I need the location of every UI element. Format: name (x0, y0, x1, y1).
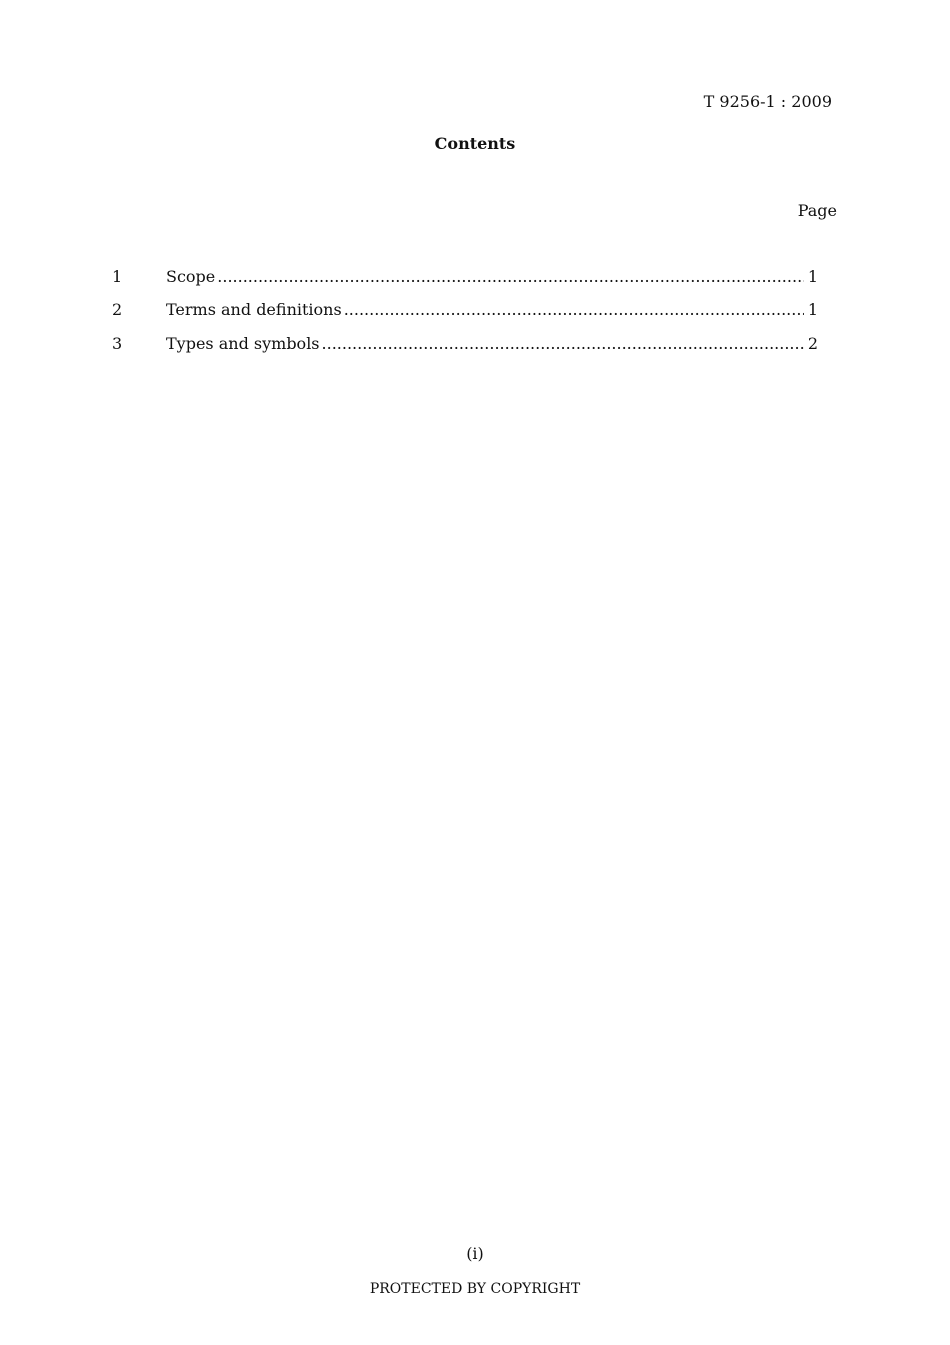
toc-entry[interactable] (112, 267, 818, 286)
toc-entry[interactable] (112, 334, 818, 353)
toc-entry[interactable] (112, 300, 818, 319)
toc-number: 2 (112, 300, 123, 319)
toc-leader (322, 334, 804, 353)
page-folio: (i) (466, 1244, 484, 1263)
toc-page: 1 (807, 300, 818, 319)
toc-label: Terms and definitions (166, 300, 342, 319)
copyright-notice: PROTECTED BY COPYRIGHT (369, 1281, 581, 1297)
toc-page: 2 (807, 334, 818, 353)
toc-page: 1 (807, 267, 818, 286)
toc-label: Scope (166, 267, 216, 286)
toc-number: 1 (112, 267, 123, 286)
toc-leader (217, 267, 804, 286)
page-column-label: Page (797, 201, 837, 220)
document-number: T 9256-1 : 2009 (703, 92, 832, 111)
toc-leader (344, 300, 804, 319)
toc-number: 3 (112, 334, 123, 353)
toc-label: Types and symbols (166, 334, 320, 353)
page-title: Contents (434, 134, 516, 153)
